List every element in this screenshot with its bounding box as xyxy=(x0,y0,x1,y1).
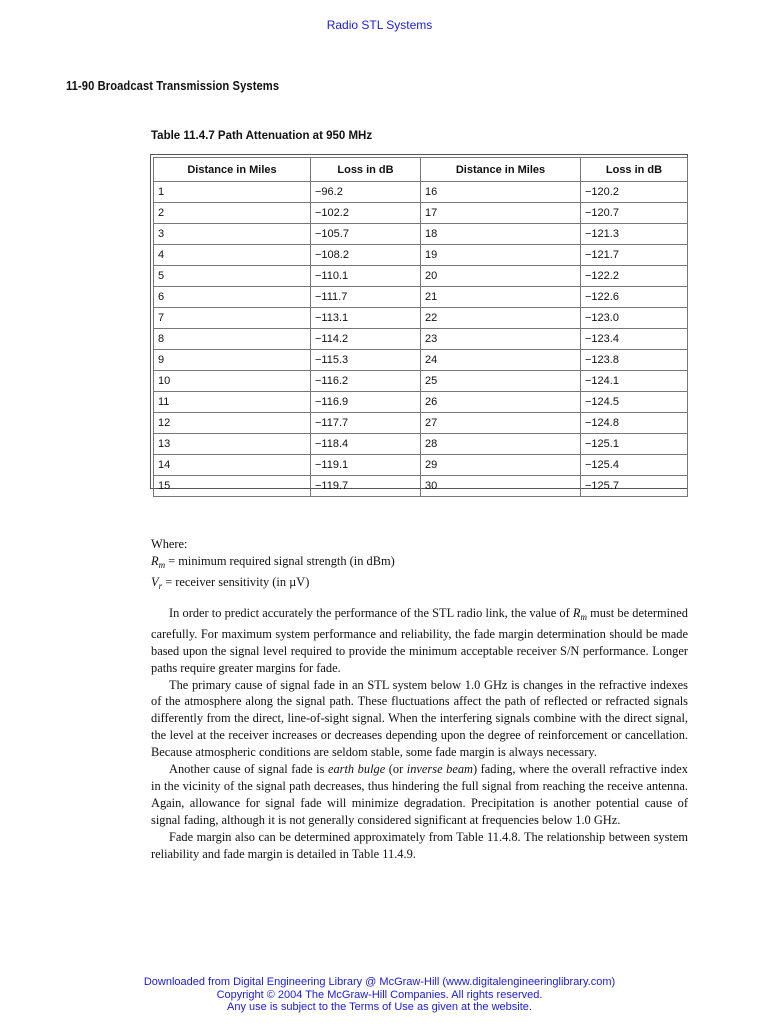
cell-loss-right: −122.6 xyxy=(581,287,688,308)
cell-distance-right: 25 xyxy=(421,371,581,392)
definitions xyxy=(151,553,688,595)
header-loss-left: Loss in dB xyxy=(311,158,421,182)
table-caption: Table 11.4.7 Path Attenuation at 950 MHz xyxy=(151,130,373,142)
table-header-row xyxy=(154,158,688,182)
cell-distance-left: 10 xyxy=(154,371,311,392)
table-row xyxy=(154,203,688,224)
page-header: 11-90 Broadcast Transmission Systems xyxy=(66,78,280,93)
footer-download-link[interactable]: Downloaded from Digital Engineering Library @ McGraw-Hill (www.digitalengineeringlibrary.com) xyxy=(143,976,616,988)
cell-distance-right: 29 xyxy=(421,455,581,476)
cell-loss-right: −124.1 xyxy=(581,371,688,392)
cell-distance-left: 4 xyxy=(154,245,311,266)
cell-distance-left: 1 xyxy=(154,182,311,203)
cell-distance-right: 18 xyxy=(421,224,581,245)
cell-distance-left: 15 xyxy=(154,476,311,497)
footer-copyright: Copyright © 2004 The McGraw-Hill Companies. All rights reserved. xyxy=(216,988,543,1001)
cell-distance-left: 9 xyxy=(154,350,311,371)
cell-distance-left: 5 xyxy=(154,266,311,287)
table-row xyxy=(154,182,688,203)
cell-loss-left: −117.7 xyxy=(311,413,421,434)
cell-distance-left: 8 xyxy=(154,329,311,350)
cell-loss-right: −125.1 xyxy=(581,434,688,455)
footer xyxy=(0,976,759,1014)
attenuation-table xyxy=(153,157,688,497)
cell-distance-left: 7 xyxy=(154,308,311,329)
paragraph-2: The primary cause of signal fade in an STL system below 1.0 GHz is changes in the refractive indexes of the atmosphere along the signal path. These fluctuations affect the path of reflected or refracted signals differently from the direct, line-of-sight signal. When the interfering signals combine with the direct signal, the level at the receiver increases or decreases depending upon the degree of reinforcement or cancellation. Because atmospheric conditions are seldom stable, some fade margin is always necessary. xyxy=(151,677,688,760)
cell-loss-right: −121.3 xyxy=(581,224,688,245)
cell-loss-left: −115.3 xyxy=(311,350,421,371)
cell-distance-right: 26 xyxy=(421,392,581,413)
table-row xyxy=(154,308,688,329)
cell-loss-left: −96.2 xyxy=(311,182,421,203)
cell-loss-right: −123.8 xyxy=(581,350,688,371)
table-body xyxy=(154,182,688,497)
cell-loss-left: −113.1 xyxy=(311,308,421,329)
table-row xyxy=(154,455,688,476)
cell-distance-left: 3 xyxy=(154,224,311,245)
running-head: Radio STL Systems xyxy=(326,18,433,32)
cell-distance-right: 19 xyxy=(421,245,581,266)
table-row xyxy=(154,287,688,308)
cell-loss-right: −120.2 xyxy=(581,182,688,203)
table-row xyxy=(154,350,688,371)
definition-rm: $R_m$ = minimum required signal strength (in dBm) xyxy=(151,553,395,570)
cell-distance-right: 20 xyxy=(421,266,581,287)
cell-distance-right: 28 xyxy=(421,434,581,455)
cell-distance-left: 6 xyxy=(154,287,311,308)
cell-loss-right: −125.7 xyxy=(581,476,688,497)
cell-distance-right: 30 xyxy=(421,476,581,497)
cell-loss-left: −119.7 xyxy=(311,476,421,497)
cell-loss-right: −124.5 xyxy=(581,392,688,413)
header-loss-right: Loss in dB xyxy=(581,158,688,182)
cell-distance-left: 11 xyxy=(154,392,311,413)
cell-loss-left: −119.1 xyxy=(311,455,421,476)
cell-loss-left: −114.2 xyxy=(311,329,421,350)
cell-loss-left: −116.2 xyxy=(311,371,421,392)
table-row xyxy=(154,245,688,266)
table-row xyxy=(154,392,688,413)
cell-distance-right: 24 xyxy=(421,350,581,371)
table-row xyxy=(154,371,688,392)
cell-loss-right: −125.4 xyxy=(581,455,688,476)
header-distance-right: Distance in Miles xyxy=(421,158,581,182)
cell-loss-left: −118.4 xyxy=(311,434,421,455)
body-text xyxy=(151,536,688,863)
cell-distance-right: 23 xyxy=(421,329,581,350)
cell-loss-left: −102.2 xyxy=(311,203,421,224)
cell-distance-right: 27 xyxy=(421,413,581,434)
definition-vr: $V_r$ = receiver sensitivity (in µV) xyxy=(151,574,310,591)
cell-loss-right: −120.7 xyxy=(581,203,688,224)
cell-distance-right: 17 xyxy=(421,203,581,224)
table-row xyxy=(154,476,688,497)
table-row xyxy=(154,434,688,455)
cell-loss-right: −121.7 xyxy=(581,245,688,266)
table-row xyxy=(154,266,688,287)
paragraph-3: Another cause of signal fade is earth bulge (or inverse beam) fading, where the overall refractive index in the vicinity of the signal path decreases, thus hindering the full signal from reaching the receive antenna. Again, allowance for signal fade will minimize degradation. Precipitation is another potential cause of signal fading, although it is not generally considered significant at frequencies below 1.0 GHz. xyxy=(151,762,689,827)
paragraph-1: In order to predict accurately the performance of the STL radio link, the value of $R_m$ must be determined carefully. For maximum system performance and reliability, the fade margin determination should be made based upon the signal level required to provide the minimum acceptable receiver S/N performance. Longer paths require greater margins for fade. xyxy=(151,605,688,675)
table-row xyxy=(154,413,688,434)
cell-distance-left: 2 xyxy=(154,203,311,224)
cell-distance-left: 14 xyxy=(154,455,311,476)
cell-loss-left: −111.7 xyxy=(311,287,421,308)
cell-distance-right: 21 xyxy=(421,287,581,308)
cell-distance-left: 13 xyxy=(154,434,311,455)
cell-loss-left: −108.2 xyxy=(311,245,421,266)
attenuation-table-frame xyxy=(150,154,688,492)
paragraph-4: Fade margin also can be determined approximately from Table 11.4.8. The relationship between system reliability and fade margin is detailed in Table 11.4.9. xyxy=(151,829,688,861)
table-row xyxy=(154,329,688,350)
where-label: Where: xyxy=(151,537,188,551)
footer-terms-link[interactable]: Any use is subject to the Terms of Use as given at the website. xyxy=(227,1001,532,1013)
cell-loss-left: −105.7 xyxy=(311,224,421,245)
cell-distance-right: 16 xyxy=(421,182,581,203)
cell-loss-left: −110.1 xyxy=(311,266,421,287)
cell-loss-right: −123.0 xyxy=(581,308,688,329)
cell-distance-left: 12 xyxy=(154,413,311,434)
cell-loss-right: −124.8 xyxy=(581,413,688,434)
cell-distance-right: 22 xyxy=(421,308,581,329)
cell-loss-right: −122.2 xyxy=(581,266,688,287)
table-row xyxy=(154,224,688,245)
cell-loss-left: −116.9 xyxy=(311,392,421,413)
cell-loss-right: −123.4 xyxy=(581,329,688,350)
header-distance-left: Distance in Miles xyxy=(154,158,311,182)
